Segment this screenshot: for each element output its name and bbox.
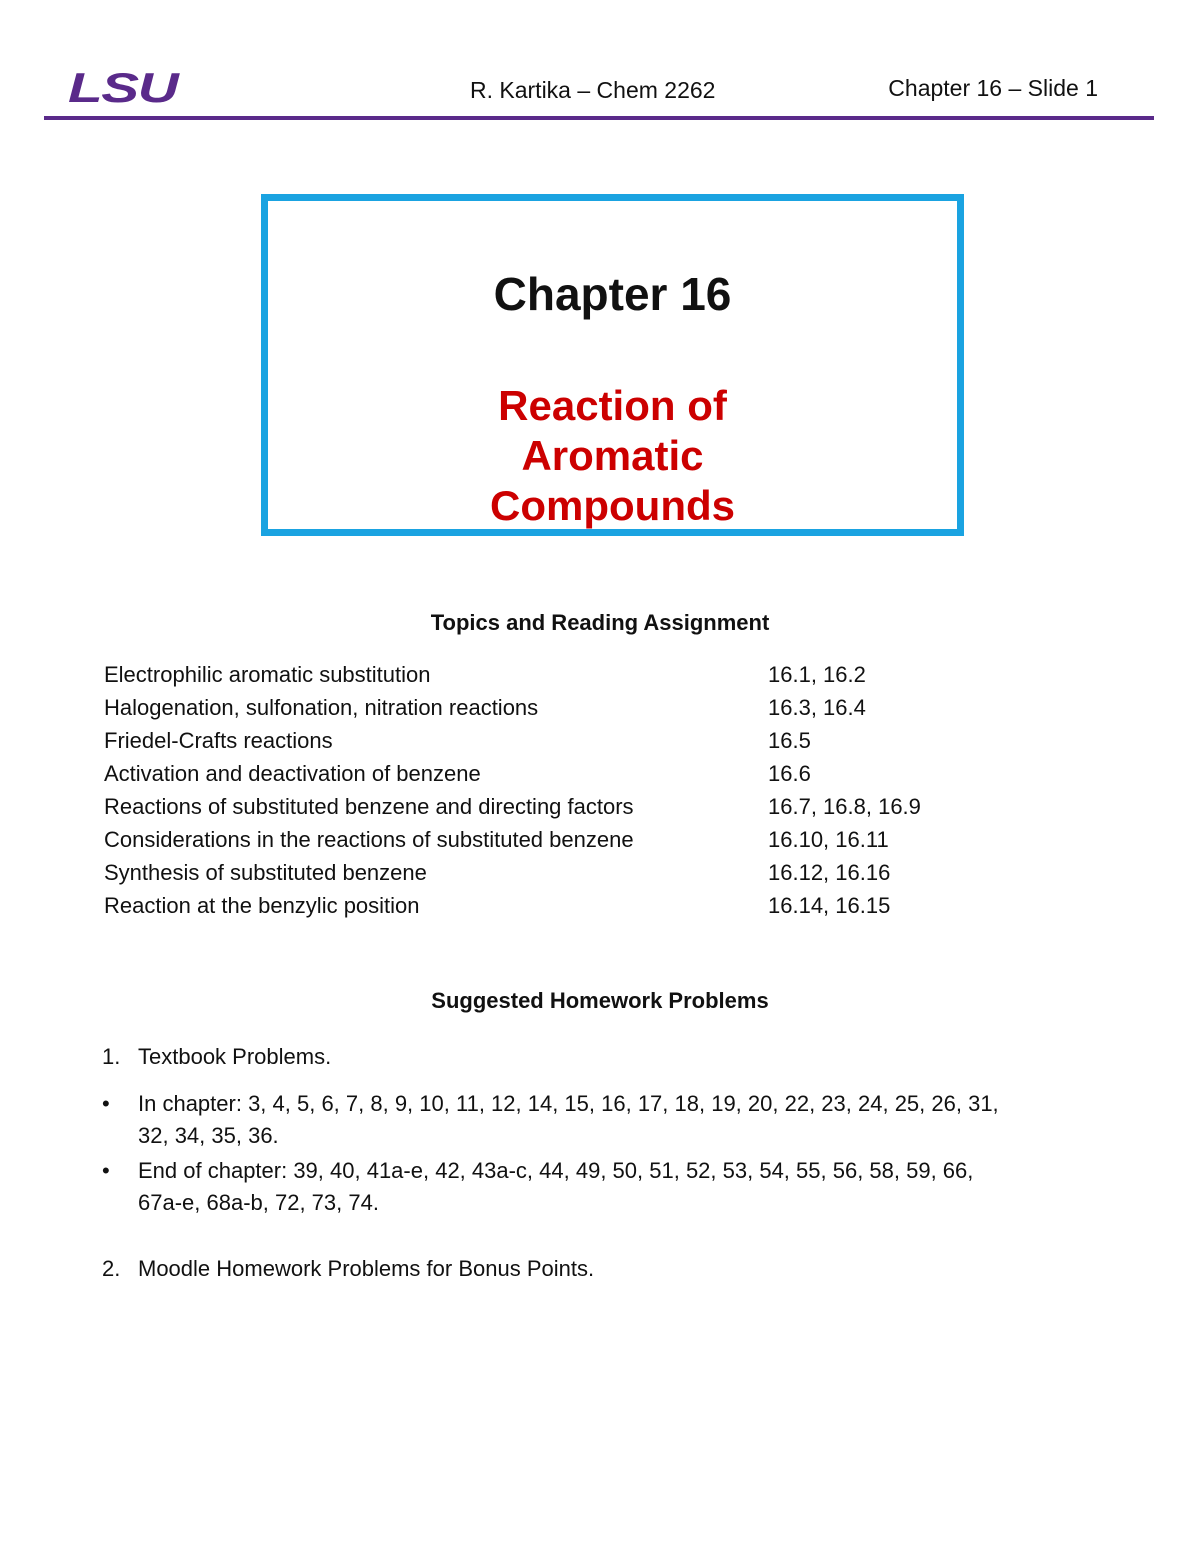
topic-sections: 16.14, 16.15 xyxy=(768,893,891,918)
topic-name: Reaction at the benzylic position xyxy=(104,893,420,918)
homework-bullet xyxy=(102,1088,1122,1152)
list-number: 1. xyxy=(102,1044,121,1069)
homework-bullet-text xyxy=(138,1155,1122,1219)
course-label: R. Kartika – Chem 2262 xyxy=(470,77,716,103)
topic-name: Synthesis of substituted benzene xyxy=(104,860,427,885)
chapter-subtitle-line: Reaction of xyxy=(498,382,727,429)
topic-sections: 16.1, 16.2 xyxy=(768,662,866,687)
topic-row xyxy=(104,726,1004,759)
slide-label: Chapter 16 – Slide 1 xyxy=(888,75,1098,101)
topic-row xyxy=(104,792,1004,825)
topic-name: Considerations in the reactions of substituted benzene xyxy=(104,827,634,852)
homework-item xyxy=(102,1253,1122,1285)
chapter-subtitle-line: Compounds xyxy=(490,482,735,529)
topic-row xyxy=(104,759,1004,792)
homework-item xyxy=(102,1041,1122,1073)
chapter-title-box xyxy=(261,194,964,536)
topic-sections: 16.10, 16.11 xyxy=(768,827,889,852)
topic-sections: 16.6 xyxy=(768,761,811,786)
topic-row xyxy=(104,693,1004,726)
topic-row xyxy=(104,891,1004,924)
topic-sections: 16.3, 16.4 xyxy=(768,695,866,720)
bullet-icon: • xyxy=(102,1091,110,1116)
homework-bullet-text xyxy=(138,1088,1122,1152)
header-divider xyxy=(44,116,1154,120)
chapter-subtitle-line: Aromatic xyxy=(521,432,704,479)
homework-bullet-line: In chapter: 3, 4, 5, 6, 7, 8, 9, 10, 11, 12, 14, 15, 16, 17, 18, 19, 20, 22, 23, 24, 25, 26, 31, xyxy=(138,1091,999,1116)
topic-name: Friedel-Crafts reactions xyxy=(104,728,333,753)
topic-sections: 16.7, 16.8, 16.9 xyxy=(768,794,921,819)
chapter-title: Chapter 16 xyxy=(493,268,732,320)
topics-list xyxy=(104,660,1004,924)
homework-heading: Suggested Homework Problems xyxy=(431,988,769,1013)
topic-name: Activation and deactivation of benzene xyxy=(104,761,481,786)
homework-bullet-line: 67a-e, 68a-b, 72, 73, 74. xyxy=(138,1190,379,1215)
topics-heading: Topics and Reading Assignment xyxy=(430,610,770,635)
list-number: 2. xyxy=(102,1256,121,1281)
homework-bullet xyxy=(102,1155,1122,1219)
topic-row xyxy=(104,858,1004,891)
lsu-logo: LSU xyxy=(68,64,178,111)
topic-name: Reactions of substituted benzene and directing factors xyxy=(104,794,634,819)
homework-bullet-line: End of chapter: 39, 40, 41a-e, 42, 43a-c, 44, 49, 50, 51, 52, 53, 54, 55, 56, 58, 59, 66, xyxy=(138,1158,974,1183)
topic-row xyxy=(104,660,1004,693)
page-header xyxy=(0,0,1200,130)
homework-item-text: Moodle Homework Problems for Bonus Points. xyxy=(138,1256,595,1281)
chapter-subtitle xyxy=(268,381,957,531)
topic-sections: 16.12, 16.16 xyxy=(768,860,891,885)
bullet-icon: • xyxy=(102,1158,110,1183)
topic-name: Electrophilic aromatic substitution xyxy=(104,662,431,687)
homework-bullet-line: 32, 34, 35, 36. xyxy=(138,1123,279,1148)
topic-sections: 16.5 xyxy=(768,728,811,753)
homework-item-text: Textbook Problems. xyxy=(138,1044,332,1069)
topic-name: Halogenation, sulfonation, nitration reactions xyxy=(104,695,539,720)
topic-row xyxy=(104,825,1004,858)
